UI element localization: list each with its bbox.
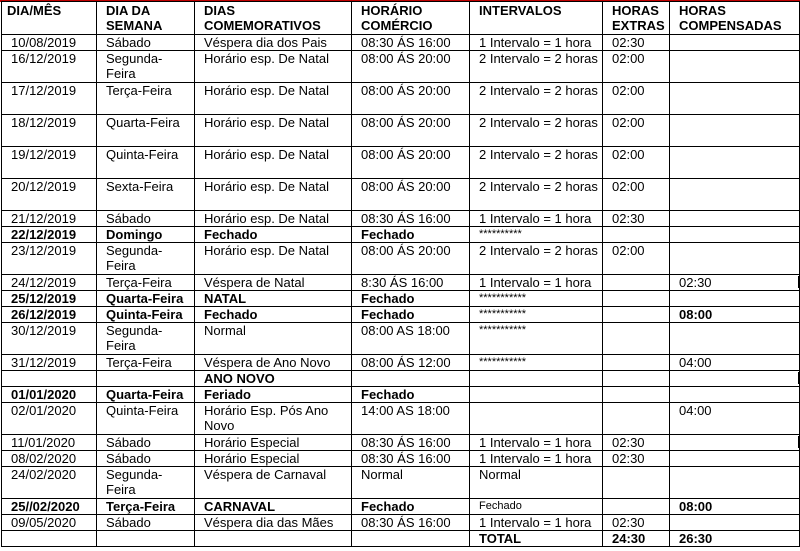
cell-compensated-hours: 08:00 — [670, 307, 800, 323]
table-row — [2, 227, 800, 243]
cell-hours — [352, 371, 470, 387]
cell-weekday: Domingo — [97, 227, 195, 243]
cell-weekday: Segunda-Feira — [97, 51, 195, 83]
cell-hours: Fechado — [352, 307, 470, 323]
cell-compensated-hours — [670, 435, 800, 451]
cell-compensated-hours — [670, 291, 800, 307]
table-row — [2, 515, 800, 531]
cell-intervals — [470, 403, 603, 435]
header-weekday: DIA DA SEMANA — [97, 2, 195, 35]
table-row — [2, 467, 800, 499]
cell-intervals: 1 Intervalo = 1 hora — [470, 211, 603, 227]
cell-weekday: Terça-Feira — [97, 355, 195, 371]
cell-weekday: Quarta-Feira — [97, 387, 195, 403]
cell-compensated-hours: 08:00 — [670, 499, 800, 515]
cell-occasion: Véspera de Natal — [195, 275, 352, 291]
cell-weekday: Sábado — [97, 211, 195, 227]
cell-hours: 08:00 ÁS 20:00 — [352, 115, 470, 147]
cell-date: 18/12/2019 — [2, 115, 97, 147]
cell-intervals: 2 Intervalo = 2 horas — [470, 179, 603, 211]
cell-hours: 08:30 ÁS 16:00 — [352, 451, 470, 467]
cell-weekday: Terça-Feira — [97, 275, 195, 291]
cell-occasion: Normal — [195, 323, 352, 355]
cell-hours: 14:00 AS 18:00 — [352, 403, 470, 435]
cell-occasion: ANO NOVO — [195, 371, 352, 387]
cell-intervals: 1 Intervalo = 1 hora — [470, 451, 603, 467]
cell-hours: 08:00 ÁS 20:00 — [352, 83, 470, 115]
cell-weekday: Terça-Feira — [97, 499, 195, 515]
cell-compensated-hours — [670, 243, 800, 275]
cell-intervals: *********** — [470, 307, 603, 323]
cell-hours: Fechado — [352, 291, 470, 307]
cell-date: 20/12/2019 — [2, 179, 97, 211]
cell-date: 17/12/2019 — [2, 83, 97, 115]
cell-extra-hours: 02:30 — [603, 515, 670, 531]
cell-date: 19/12/2019 — [2, 147, 97, 179]
cell-hours: 8:30 ÁS 16:00 — [352, 275, 470, 291]
cell-intervals: *********** — [470, 323, 603, 355]
cell-hours: Fechado — [352, 499, 470, 515]
cell-extra-hours — [603, 227, 670, 243]
cell-date: 24/02/2020 — [2, 467, 97, 499]
cell-date: 08/02/2020 — [2, 451, 97, 467]
cell-intervals: 2 Intervalo = 2 horas — [470, 147, 603, 179]
cell-occasion: Horário esp. De Natal — [195, 243, 352, 275]
cell-occasion: CARNAVAL — [195, 499, 352, 515]
cell-compensated-hours — [670, 211, 800, 227]
cell-hours: Fechado — [352, 387, 470, 403]
total-row — [2, 531, 800, 547]
cell-date: 25/12/2019 — [2, 291, 97, 307]
cell-occasion: Horário esp. De Natal — [195, 179, 352, 211]
table-row — [2, 371, 800, 387]
cell-intervals: 1 Intervalo = 1 hora — [470, 35, 603, 51]
cell-extra-hours: 02:30 — [603, 211, 670, 227]
table-row — [2, 115, 800, 147]
cell-hours: 08:30 ÁS 16:00 — [352, 515, 470, 531]
cell-date: 24/12/2019 — [2, 275, 97, 291]
cell-intervals: 2 Intervalo = 2 horas — [470, 51, 603, 83]
table-row — [2, 355, 800, 371]
cell-extra-hours: 02:00 — [603, 243, 670, 275]
table-header — [2, 2, 800, 35]
cell-compensated-hours — [670, 515, 800, 531]
cell-hours: Fechado — [352, 227, 470, 243]
cell-extra-hours — [603, 307, 670, 323]
cell-extra-hours: 02:30 — [603, 451, 670, 467]
cell-extra-hours — [603, 467, 670, 499]
cell-hours: 08:00 ÁS 20:00 — [352, 51, 470, 83]
cell-hours: 08:30 ÁS 16:00 — [352, 35, 470, 51]
cell-hours: 08:00 ÁS 12:00 — [352, 355, 470, 371]
header-date: DIA/MÊS — [2, 2, 97, 35]
header-hours: HORÁRIO COMÉRCIO — [352, 2, 470, 35]
cell-intervals: Fechado — [470, 499, 603, 515]
cell-extra-hours — [603, 355, 670, 371]
cell-intervals: *********** — [470, 355, 603, 371]
cell-compensated-hours: 04:00 — [670, 403, 800, 435]
cell-occasion: Véspera dia das Mães — [195, 515, 352, 531]
cell-compensated-hours: 02:30 — [670, 275, 800, 291]
cell-occasion: Fechado — [195, 307, 352, 323]
cell-date: 09/05/2020 — [2, 515, 97, 531]
cell-weekday — [97, 371, 195, 387]
cell-occasion: Véspera de Carnaval — [195, 467, 352, 499]
cell-compensated-hours — [670, 51, 800, 83]
cell-compensated-hours — [670, 35, 800, 51]
cell-occasion: Fechado — [195, 227, 352, 243]
cell-compensated-hours — [670, 227, 800, 243]
cell-occasion: Horário esp. De Natal — [195, 147, 352, 179]
header-compensated-hours: HORAS COMPENSADAS — [670, 2, 800, 35]
cell-extra-hours — [603, 499, 670, 515]
cell-date: 21/12/2019 — [2, 211, 97, 227]
cell-hours: 08:00 ÁS 20:00 — [352, 243, 470, 275]
cell-occasion: Horário esp. De Natal — [195, 115, 352, 147]
cell-date: 01/01/2020 — [2, 387, 97, 403]
cell-date: 11/01/2020 — [2, 435, 97, 451]
cell-occasion: Véspera dia dos Pais — [195, 35, 352, 51]
cell-compensated-hours — [670, 83, 800, 115]
cell-date: 25//02/2020 — [2, 499, 97, 515]
cell-hours: 08:00 AS 18:00 — [352, 323, 470, 355]
table-row — [2, 291, 800, 307]
cell-date: 23/12/2019 — [2, 243, 97, 275]
cell-date: 16/12/2019 — [2, 51, 97, 83]
cell-weekday: Segunda-Feira — [97, 467, 195, 499]
total-label: TOTAL — [470, 531, 603, 547]
cell-occasion: Horário Especial — [195, 435, 352, 451]
cell-intervals: 1 Intervalo = 1 hora — [470, 515, 603, 531]
cell-date — [2, 371, 97, 387]
cell-hours: 08:30 ÁS 16:00 — [352, 211, 470, 227]
cell-extra-hours: 02:00 — [603, 147, 670, 179]
cell-date: 22/12/2019 — [2, 227, 97, 243]
cell-extra-hours — [603, 323, 670, 355]
cell-date: 10/08/2019 — [2, 35, 97, 51]
cell-weekday: Quarta-Feira — [97, 115, 195, 147]
cell-intervals: 2 Intervalo = 2 horas — [470, 115, 603, 147]
cell-date: 30/12/2019 — [2, 323, 97, 355]
cell-compensated-hours — [670, 179, 800, 211]
cell-weekday: Sábado — [97, 451, 195, 467]
cell-intervals: Normal — [470, 467, 603, 499]
table-row — [2, 243, 800, 275]
cell-weekday: Sábado — [97, 35, 195, 51]
cell-extra-hours — [603, 275, 670, 291]
cell-intervals: 1 Intervalo = 1 hora — [470, 435, 603, 451]
cell-weekday: Terça-Feira — [97, 83, 195, 115]
cell-weekday: Sábado — [97, 515, 195, 531]
cell-intervals — [470, 387, 603, 403]
cell-occasion: Horário esp. De Natal — [195, 83, 352, 115]
cell-occasion: Véspera de Ano Novo — [195, 355, 352, 371]
cell-occasion: NATAL — [195, 291, 352, 307]
cell-occasion: Feriado — [195, 387, 352, 403]
cell-weekday: Segunda-Feira — [97, 323, 195, 355]
cell-intervals: *********** — [470, 291, 603, 307]
cell-intervals: 2 Intervalo = 2 horas — [470, 243, 603, 275]
cell-intervals — [470, 371, 603, 387]
cell-hours: 08:00 ÁS 20:00 — [352, 179, 470, 211]
total-extra-hours: 24:30 — [603, 531, 670, 547]
cell-compensated-hours — [670, 115, 800, 147]
table-row — [2, 179, 800, 211]
cell-extra-hours — [603, 371, 670, 387]
cell-compensated-hours: 04:00 — [670, 355, 800, 371]
cell-extra-hours: 02:00 — [603, 83, 670, 115]
cell-weekday: Quinta-Feira — [97, 307, 195, 323]
table-row — [2, 387, 800, 403]
cell-compensated-hours — [670, 147, 800, 179]
table-row — [2, 323, 800, 355]
header-extra-hours: HORAS EXTRAS — [603, 2, 670, 35]
cell-weekday: Segunda-Feira — [97, 243, 195, 275]
cell-date: 02/01/2020 — [2, 403, 97, 435]
holiday-schedule-table — [1, 1, 800, 547]
cell-weekday: Quinta-Feira — [97, 147, 195, 179]
header-intervals: INTERVALOS — [470, 2, 603, 35]
table-row — [2, 275, 800, 291]
cell-occasion: Horário Especial — [195, 451, 352, 467]
cell-hours: Normal — [352, 467, 470, 499]
cell-compensated-hours — [670, 387, 800, 403]
cell-intervals: 2 Intervalo = 2 horas — [470, 83, 603, 115]
cell-extra-hours: 02:00 — [603, 115, 670, 147]
table-row — [2, 307, 800, 323]
cell-compensated-hours — [670, 323, 800, 355]
cell-extra-hours: 02:30 — [603, 35, 670, 51]
cell-hours: 08:00 ÁS 20:00 — [352, 147, 470, 179]
table-row — [2, 35, 800, 51]
cell-extra-hours — [603, 403, 670, 435]
table-row — [2, 83, 800, 115]
total-compensated-hours: 26:30 — [670, 531, 800, 547]
cell-extra-hours: 02:30 — [603, 435, 670, 451]
table-row — [2, 211, 800, 227]
cell-date: 26/12/2019 — [2, 307, 97, 323]
table-row — [2, 403, 800, 435]
cell-hours: 08:30 ÁS 16:00 — [352, 435, 470, 451]
cell-occasion: Horário Esp. Pós Ano Novo — [195, 403, 352, 435]
table-row — [2, 435, 800, 451]
cell-intervals: 1 Intervalo = 1 hora — [470, 275, 603, 291]
cell-weekday: Sexta-Feira — [97, 179, 195, 211]
cell-weekday: Sábado — [97, 435, 195, 451]
cell-extra-hours: 02:00 — [603, 51, 670, 83]
cell-occasion: Horário esp. De Natal — [195, 211, 352, 227]
table-row — [2, 51, 800, 83]
cell-extra-hours — [603, 387, 670, 403]
cell-occasion: Horário esp. De Natal — [195, 51, 352, 83]
table-row — [2, 147, 800, 179]
cell-date: 31/12/2019 — [2, 355, 97, 371]
cell-extra-hours: 02:00 — [603, 179, 670, 211]
cell-weekday: Quarta-Feira — [97, 291, 195, 307]
header-occasion: DIAS COMEMORATIVOS — [195, 2, 352, 35]
cell-compensated-hours — [670, 467, 800, 499]
cell-intervals: ********** — [470, 227, 603, 243]
cell-compensated-hours — [670, 451, 800, 467]
cell-extra-hours — [603, 291, 670, 307]
cell-weekday: Quinta-Feira — [97, 403, 195, 435]
table-row — [2, 499, 800, 515]
table-body — [2, 35, 800, 531]
table-row — [2, 451, 800, 467]
cell-compensated-hours — [670, 371, 800, 387]
